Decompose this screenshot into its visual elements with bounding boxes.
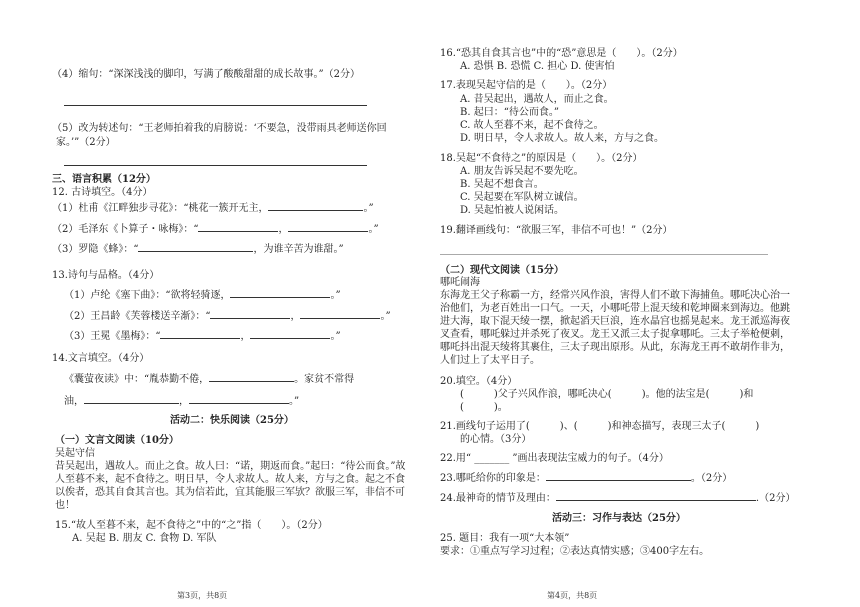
question-15-options: A. 吴起 B. 朋友 C. 食物 D. 军队 — [72, 533, 217, 544]
question-20-line-2: ( )。 — [460, 402, 508, 413]
question-18: 18.吴起“不食待之”的原因是（ ）。（2分） — [440, 153, 643, 164]
question-21-continued: 的心情。（3分） — [460, 434, 532, 445]
question-12-1 — [52, 201, 374, 215]
question-12: 12. 古诗填空。（4分） — [52, 187, 153, 198]
page-3-column — [52, 0, 407, 607]
q13-3-text: （3）王冕《墨梅》：“ — [64, 331, 161, 342]
q17-option-d: D. 明日早，令人求故人。故人来，方与之食。 — [460, 133, 665, 144]
q14-comma: ， — [179, 396, 189, 407]
q24-end: .（2分） — [755, 493, 796, 504]
q24-text: 24.最神奇的情节及理由： — [440, 493, 556, 504]
blank-q13-3b[interactable] — [250, 329, 330, 339]
page-number-3: 第3页，共8页 — [177, 591, 228, 600]
question-23 — [440, 471, 732, 485]
question-25-title: 25. 题目：我有一项“大本领” — [440, 533, 570, 544]
q17-option-a: A. 昔吴起出，遇故人，而止之食。 — [460, 94, 614, 105]
question-14: 14.文言填空。（4分） — [52, 353, 150, 364]
q13-2-end: 。” — [380, 311, 391, 322]
question-14-line-1 — [64, 372, 354, 386]
q18-option-c: C. 吴起要在军队树立诚信。 — [460, 192, 584, 203]
q12-3-text: （3）罗隐《蜂》：“ — [52, 244, 139, 255]
blank-q12-2a[interactable] — [198, 222, 278, 232]
question-15: 15.“故人至暮不来，起不食待之”中的“之”指（ ）。（2分） — [55, 520, 328, 531]
blank-q12-1[interactable] — [268, 201, 363, 211]
q13-1-text: （1）卢纶《塞下曲》：“欲将轻骑逐， — [64, 290, 231, 301]
blank-q14-3[interactable] — [189, 394, 289, 404]
question-17: 17.表现吴起守信的是（ ）。（2分） — [440, 80, 613, 91]
question-5-continued: 家。’”（2分） — [56, 137, 116, 148]
question-24 — [440, 491, 795, 505]
q12-2-text: （2）毛泽东《卜算子・咏梅》：“ — [52, 224, 199, 235]
q12-2-comma: ， — [278, 224, 289, 235]
blank-q13-1[interactable] — [230, 288, 330, 298]
q14-oil: 油， — [64, 396, 84, 407]
q12-2-end: 。” — [368, 224, 379, 235]
q14-end: 。” — [289, 396, 300, 407]
answer-line-q5[interactable] — [64, 165, 367, 166]
question-20-line-1: ( )父子兴风作浪，哪吒决心( )。他的法宝是( )和 — [460, 389, 754, 400]
q18-option-d: D. 吴起怕被人说闲话。 — [460, 205, 565, 216]
answer-line-q19[interactable] — [440, 254, 768, 255]
q18-option-a: A. 朋友告诉吴起不要先吃。 — [460, 166, 584, 177]
blank-q14-2[interactable] — [84, 394, 179, 404]
question-5-indirect-speech: （5）改为转述句：“王老师拍着我的肩膀说：‘不要急，没带雨具老师送你回 — [52, 123, 387, 134]
story-title-nezha: 哪吒闹海 — [440, 277, 480, 288]
question-20: 20.填空。（4分） — [440, 376, 518, 387]
page-4-column — [440, 0, 800, 607]
question-14-line-2 — [64, 394, 299, 408]
q12-1-end: 。” — [363, 203, 374, 214]
q13-2-text: （2）王昌龄《芙蓉楼送辛渐》：“ — [64, 311, 211, 322]
section-3-heading: 三、语言积累（12分） — [52, 174, 156, 185]
subsection-modern-reading: （二）现代文阅读（15分） — [440, 265, 564, 276]
question-13: 13.诗句与品格。（4分） — [52, 270, 160, 281]
question-12-3 — [52, 242, 344, 256]
question-21: 21.画线句子运用了( )、( )和神态描写，表现三太子( ) — [440, 421, 760, 432]
question-13-1 — [64, 288, 341, 302]
question-16-options: A. 恐惧 B. 恐慌 C. 担心 D. 使害怕 — [460, 61, 615, 72]
blank-q12-3[interactable] — [138, 242, 253, 252]
question-25-requirements: 要求：①重点写学习过程；②表达真情实感；③400字左右。 — [440, 546, 710, 557]
story-title-wuqi: 吴起守信 — [55, 448, 95, 459]
activity-3-heading: 活动三：习作与表达（25分） — [552, 513, 686, 524]
blank-q24[interactable] — [556, 491, 756, 501]
question-13-2 — [64, 309, 391, 323]
q13-1-end: 。” — [330, 290, 341, 301]
question-13-3 — [64, 329, 341, 343]
blank-q13-2a[interactable] — [210, 309, 290, 319]
question-4-shrink-sentence: （4）缩句：“深深浅浅的脚印，写满了酸酸甜甜的成长故事。”（2分） — [52, 69, 360, 80]
answer-line-q4[interactable] — [64, 105, 367, 106]
q14-text: 《囊萤夜读》中：“胤恭勤不倦， — [64, 374, 210, 385]
question-12-2 — [52, 222, 379, 236]
blank-q12-2b[interactable] — [288, 222, 368, 232]
activity-2-heading: 活动二：快乐阅读（25分） — [170, 415, 294, 426]
q14-mid: 。家贫不常得 — [294, 374, 355, 385]
q12-3-end: ，为谁辛苦为谁甜。” — [253, 244, 344, 255]
q23-text: 23.哪吒给你的印象是： — [440, 473, 546, 484]
blank-q13-3a[interactable] — [160, 329, 240, 339]
q12-1-text: （1）杜甫《江畔独步寻花》：“桃花一簇开无主， — [52, 203, 269, 214]
page-number-4: 第4页，共8页 — [547, 591, 598, 600]
question-19: 19.翻译画线句：“欲服三军，非信不可也！”（2分） — [440, 225, 673, 236]
question-16: 16.“恐其自食其言也”中的“恐”意思是（ ）。（2分） — [440, 48, 683, 59]
q13-3-end: 。” — [330, 331, 341, 342]
q18-option-b: B. 吴起不想食言。 — [460, 179, 544, 190]
question-22: 22.用“ _______ ”画出表现法宝威力的句子。（4分） — [440, 453, 669, 464]
blank-q23[interactable] — [546, 471, 691, 481]
q17-option-c: C. 故人至暮不来，起不食待之。 — [460, 120, 604, 131]
q13-2-comma: ， — [290, 311, 301, 322]
q17-option-b: B. 起曰：“待公而食。” — [460, 107, 559, 118]
subsection-classical-reading: （一）文言文阅读（10分） — [55, 435, 179, 446]
blank-q13-2b[interactable] — [300, 309, 380, 319]
story-text-nezha: 东海龙王父子称霸一方，经常兴风作浪，害得人们不敢下海捕鱼。哪吒决心治一治他们，为老百姓出一口气。一天，小哪吒带上混天绫和乾坤圈来到海边。他跳进大海，取下混天绫一摆，掀起滔天巨浪，连水晶宫也摇晃起来。龙王派巡海夜叉查看，哪吒躲过并杀死了夜叉。龙王又派三太子捉拿哪吒。三太子举枪便刺，哪吒抖出混天绫将其裹住，三太子现出原形。从此，东海龙王再不敢胡作非为，人们过上了太平日子。 — [440, 290, 790, 366]
q23-end: 。（2分） — [690, 473, 733, 484]
blank-q14-1[interactable] — [209, 372, 294, 382]
q13-3-comma: ， — [240, 331, 251, 342]
story-text-wuqi: 昔吴起出，遇故人。而止之食。故人曰：“诺，期返而食。”起曰：“待公而食。”故人至暮不来，起不食待之。明日早，令人求故人。故人来，方与之食。起之不食以俟者，恐其自食其言也。其为信若此，宜其能服三军欤？欲服三军，非信不可也！ — [55, 461, 406, 511]
